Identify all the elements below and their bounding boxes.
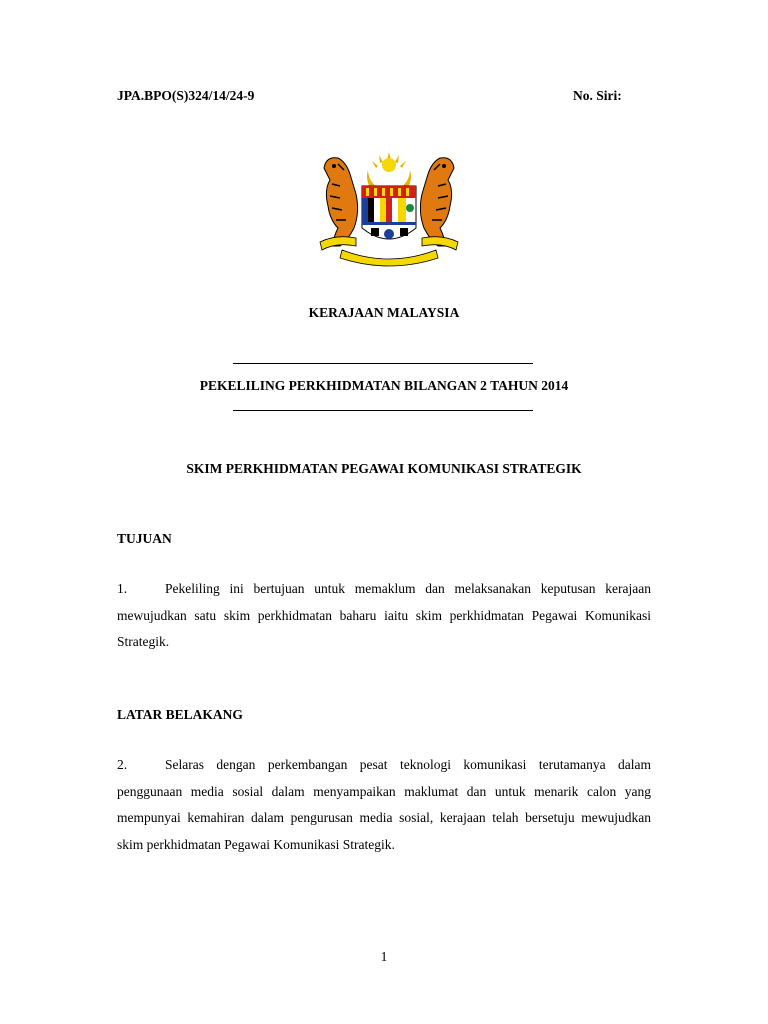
page-number: 1 xyxy=(380,949,388,964)
paragraph-text: Pekeliling ini bertujuan untuk memaklum dan melaksanakan keputusan kerajaan mewujudkan satu skim perkhidmatan baharu iaitu skim perkhidmatan Pegawai Komunikasi Strategik. xyxy=(117,581,651,649)
section-heading-latar-belakang: LATAR BELAKANG xyxy=(117,707,243,722)
paragraph-1 xyxy=(117,576,651,656)
paragraph-number: 1. xyxy=(117,581,128,596)
paragraph-number: 2. xyxy=(117,757,128,772)
serial-number-label: No. Siri: xyxy=(573,88,622,103)
document-reference: JPA.BPO(S)324/14/24-9 xyxy=(117,88,255,103)
circular-title: PEKELILING PERKHIDMATAN BILANGAN 2 TAHUN 2014 xyxy=(199,378,569,393)
scheme-title: SKIM PERKHIDMATAN PEGAWAI KOMUNIKASI STRATEGIK xyxy=(186,461,582,476)
top-divider xyxy=(233,363,533,364)
section-heading-tujuan: TUJUAN xyxy=(117,531,172,546)
paragraph-2 xyxy=(117,752,651,858)
paragraph-text: Selaras dengan perkembangan pesat teknologi komunikasi terutamanya dalam penggunaan media sosial dalam menyampaikan maklumat dan untuk menarik calon yang mempunyai kemahiran dalam pengurusan media sosial, kerajaan telah bersetuju mewujudkan skim perkhidmatan Pegawai Komunikasi Strategik. xyxy=(117,757,651,852)
government-title: KERAJAAN MALAYSIA xyxy=(308,305,460,320)
bottom-divider xyxy=(233,410,533,411)
coat-of-arms-icon xyxy=(316,150,462,268)
